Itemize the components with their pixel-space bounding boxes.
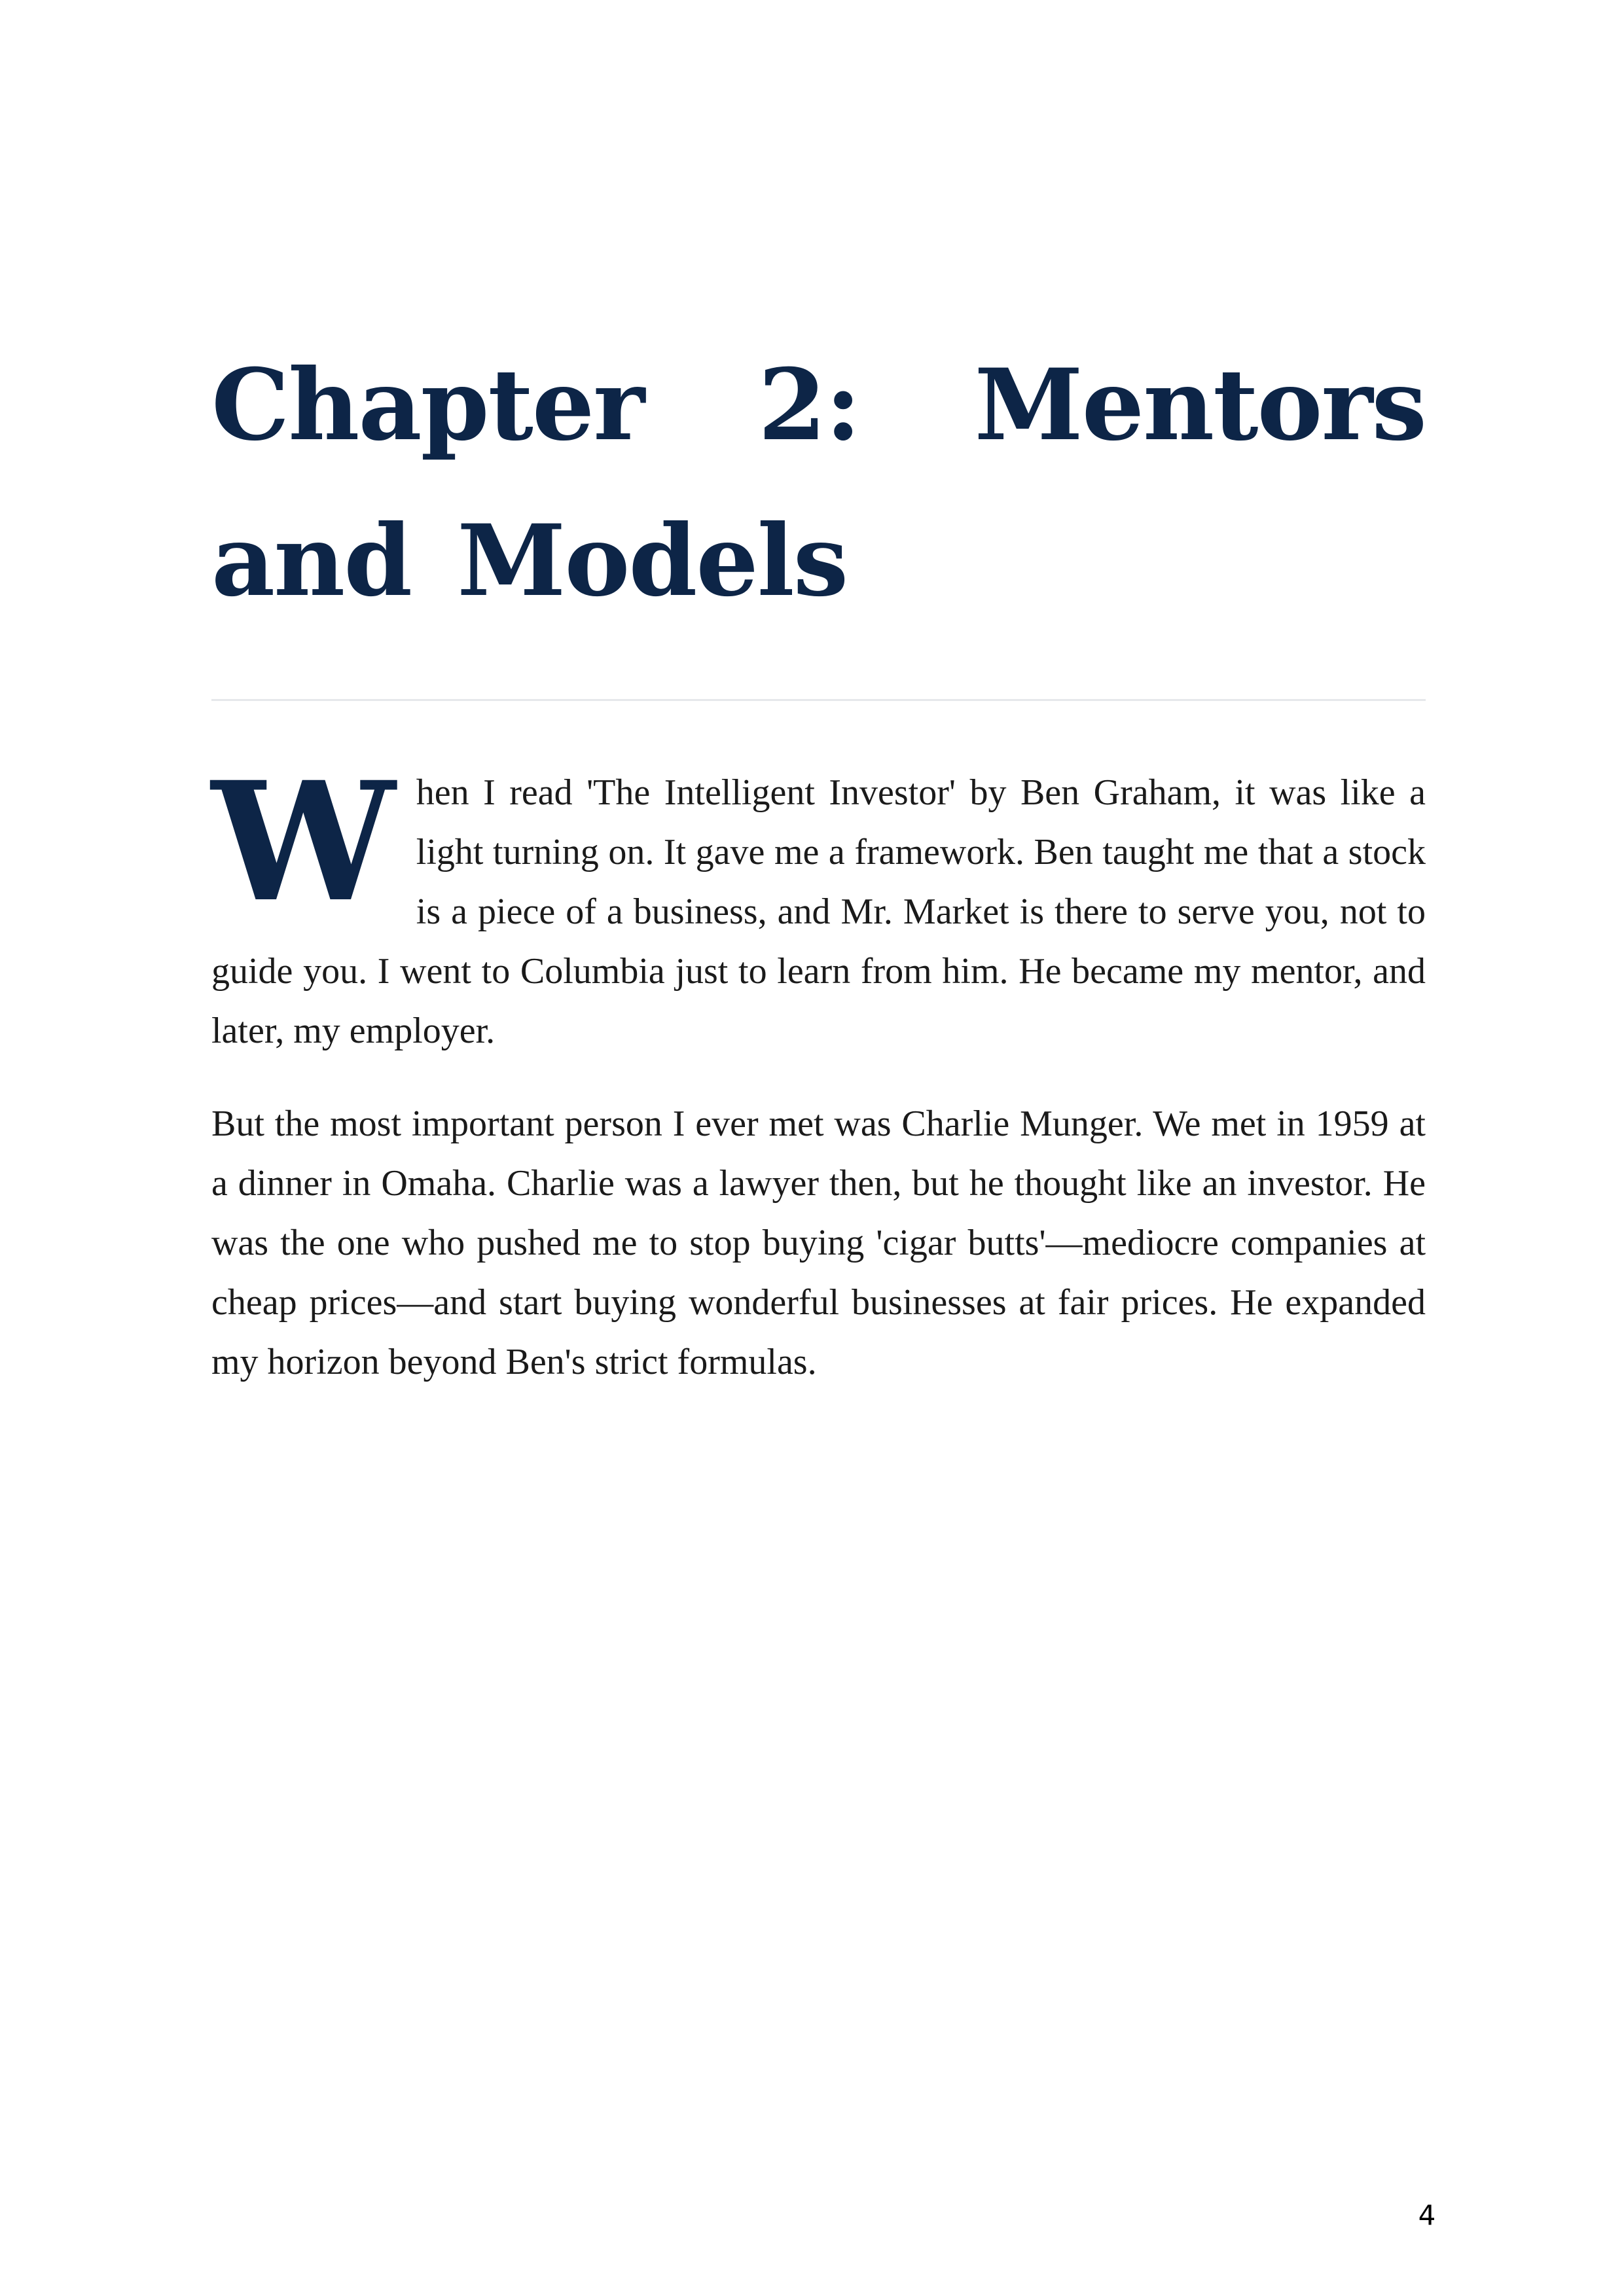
title-divider — [211, 699, 1426, 701]
chapter-body — [211, 745, 1426, 1392]
page-number: 4 — [1418, 2199, 1436, 2231]
paragraph-1-text: hen I read 'The Intelligent Investor' by Ben Graham, it was like a light turning on. It gave me a framework. Ben taught me that a stock is a piece of a business, and Mr. Market is there to serve you, not to guide you. I went to Columbia just to learn from him. He became my mentor, and later, my employer. — [211, 772, 1426, 1051]
drop-cap-letter: W — [211, 745, 395, 938]
paragraph-1 — [211, 745, 1426, 1061]
paragraph-2: But the most important person I ever met was Charlie Munger. We met in 1959 at a dinner in Omaha. Charlie was a lawyer then, but he thought like an investor. He was the one who pushed me to stop buying 'cigar butts'—mediocre companies at cheap prices—and start buying wonderful businesses at fair prices. He expanded my horizon beyond Ben's strict formulas. — [211, 1103, 1426, 1382]
page-content — [211, 327, 1426, 1426]
chapter-title: Chapter 2: Mentors and Models — [211, 348, 1426, 619]
